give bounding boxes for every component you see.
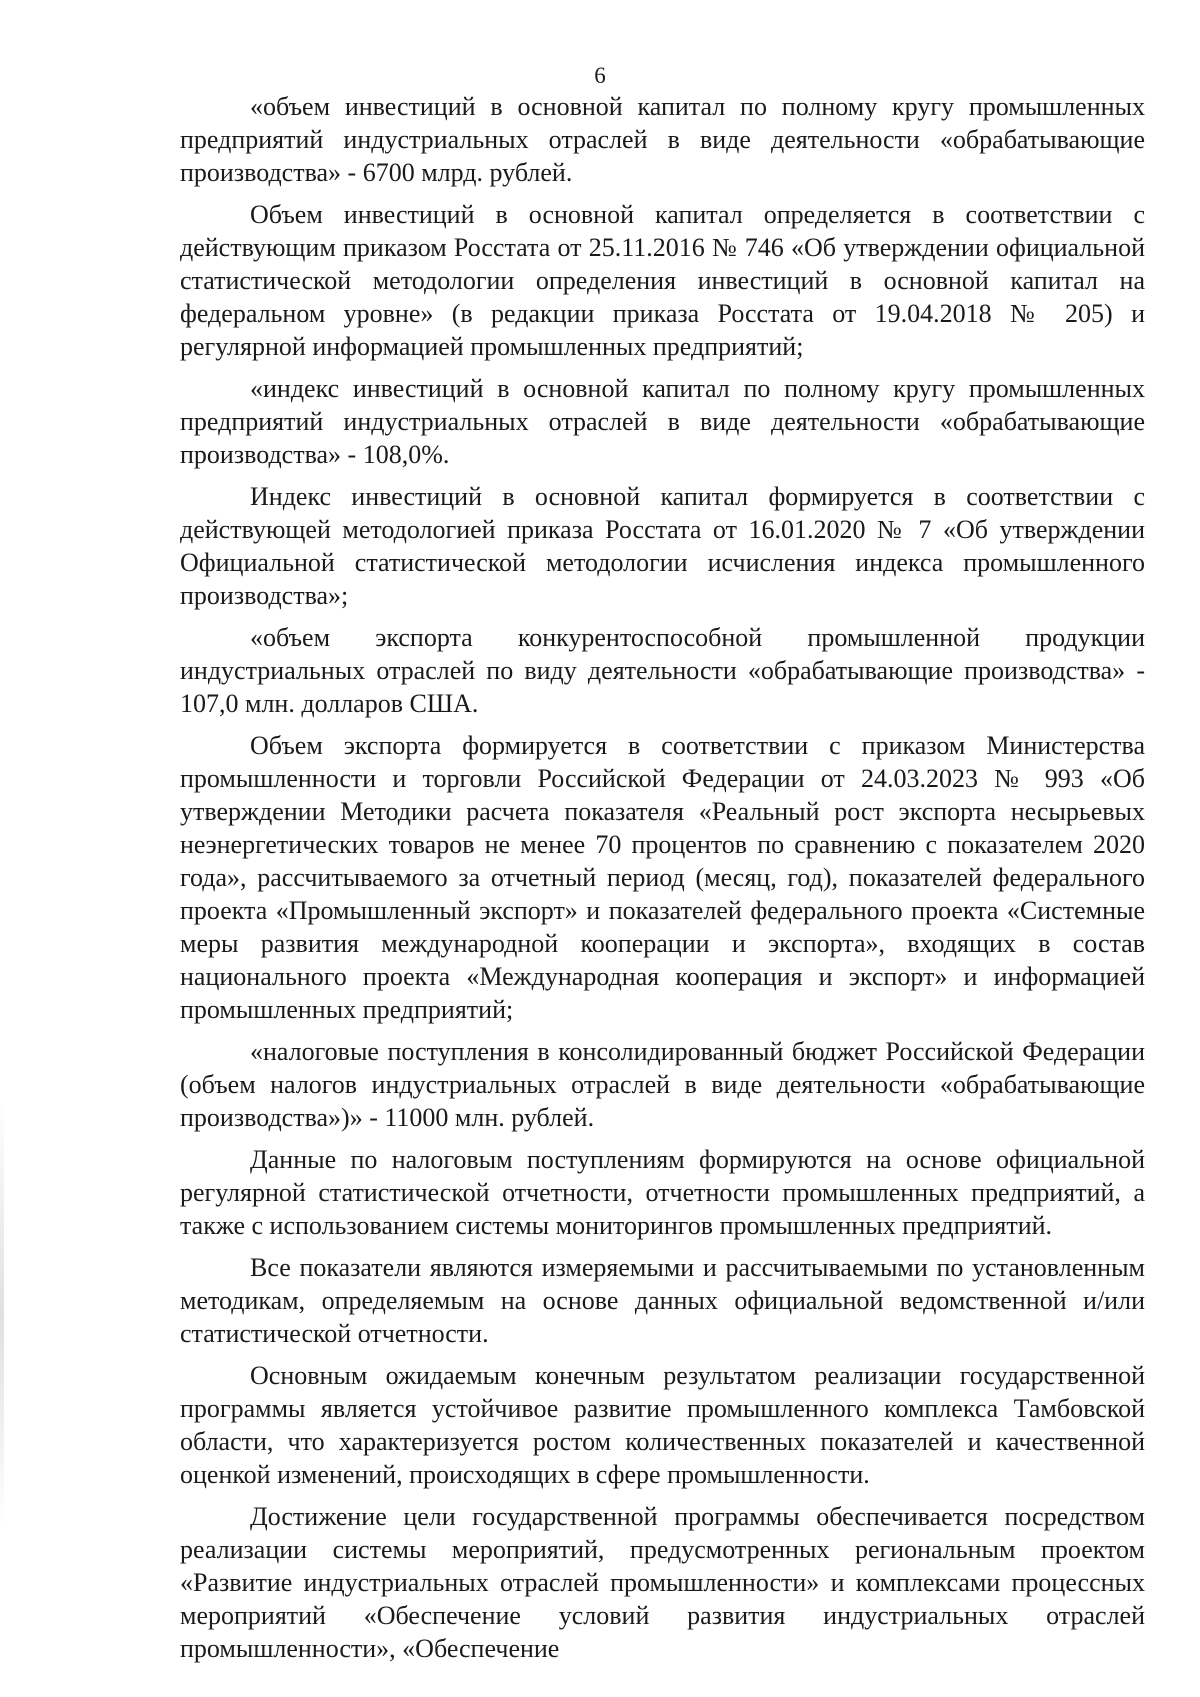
paragraph-investment-index: «индекс инвестиций в основной капитал по полному кругу промышленных предприятий индустриальных отраслей в виде деятельности «обрабатывающие производства» - 108,0%. — [180, 374, 1145, 469]
paragraph-export-volume: «объем экспорта конкурентоспособной промышленной продукции индустриальных отраслей по виду деятельности «обрабатывающие производства» - 107,0 млн. долларов США. — [180, 623, 1145, 718]
paragraph-goal-achievement: Достижение цели государственной программы обеспечивается посредством реализации системы мероприятий, предусмотренных региональным проектом «Развитие индустриальных отраслей промышленности» и комплексами процессных мероприятий «Обеспечение условий развития индустриальных отраслей промышленности», «Обеспечение — [180, 1502, 1145, 1663]
paragraph-investment-volume: «объем инвестиций в основной капитал по полному кругу промышленных предприятий индустриальных отраслей в виде деятельности «обрабатывающие производства» - 6700 млрд. рублей. — [180, 92, 1145, 187]
paragraph-export-volume-method: Объем экспорта формируется в соответствии с приказом Министерства промышленности и торговли Российской Федерации от 24.03.2023 № 993 «Об утверждении Методики расчета показателя «Реальный рост экспорта несырьевых неэнергетических товаров не менее 70 процентов по сравнению с показателем 2020 года», рассчитываемого за отчетный период (месяц, год), показателей федерального проекта «Промышленный экспорт» и показателей федерального проекта «Системные меры развития международной кооперации и экспорта», входящих в состав национального проекта «Международная кооперация и экспорт» и информацией промышленных предприятий; — [180, 731, 1145, 1024]
scan-edge-shadow — [0, 1100, 4, 1530]
paragraph-expected-result: Основным ожидаемым конечным результатом реализации государственной программы является устойчивое развитие промышленного комплекса Тамбовской области, что характеризуется ростом количественных показателей и качественной оценкой изменений, происходящих в сфере промышленности. — [180, 1361, 1145, 1489]
document-body — [180, 90, 1145, 1665]
paragraph-indicators-measurable: Все показатели являются измеряемыми и рассчитываемыми по установленным методикам, определяемым на основе данных официальной ведомственной и/или статистической отчетности. — [180, 1253, 1145, 1348]
paragraph-tax-revenue: «налоговые поступления в консолидированный бюджет Российской Федерации (объем налогов индустриальных отраслей в виде деятельности «обрабатывающие производства»)» - 11000 млн. рублей. — [180, 1037, 1145, 1132]
paragraph-investment-index-method: Индекс инвестиций в основной капитал формируется в соответствии с действующей методологией приказа Росстата от 16.01.2020 № 7 «Об утверждении Официальной статистической методологии исчисления индекса промышленного производства»; — [180, 482, 1145, 610]
paragraph-tax-revenue-method: Данные по налоговым поступлениям формируются на основе официальной регулярной статистической отчетности, отчетности промышленных предприятий, а также с использованием системы мониторингов промышленных предприятий. — [180, 1145, 1145, 1240]
paragraph-investment-volume-method: Объем инвестиций в основной капитал определяется в соответствии с действующим приказом Росстата от 25.11.2016 № 746 «Об утверждении официальной статистической методологии определения инвестиций в основной капитал на федеральном уровне» (в редакции приказа Росстата от 19.04.2018 № 205) и регулярной информацией промышленных предприятий; — [180, 200, 1145, 361]
page-number: 6 — [594, 63, 606, 88]
